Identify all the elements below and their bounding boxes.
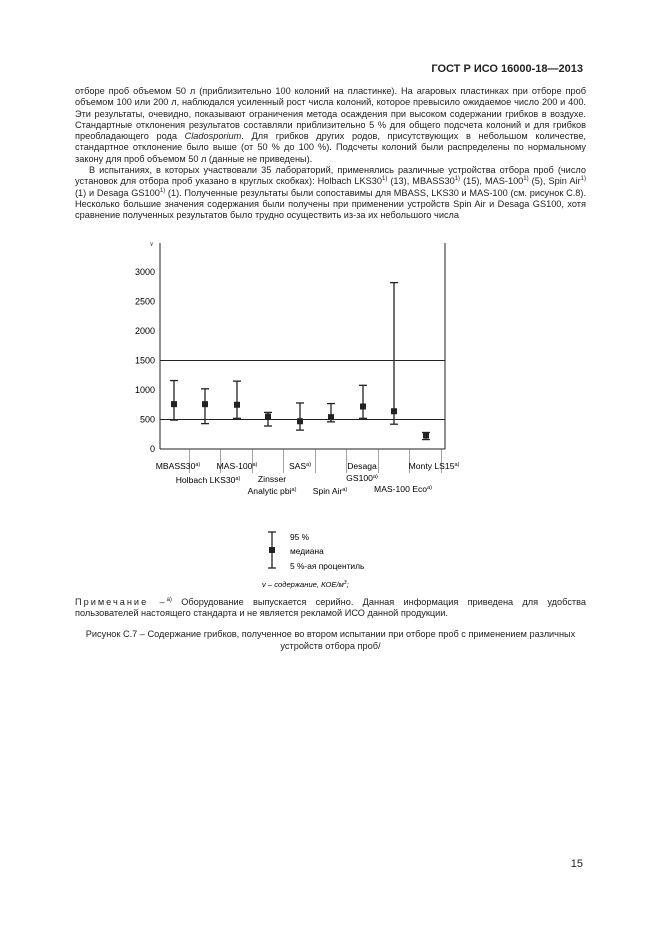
legend-unit-sup: 3 bbox=[343, 580, 347, 586]
category-label: MAS-$100^{а)}$ bbox=[216, 461, 258, 471]
median-marker bbox=[234, 402, 240, 408]
category-label-sup: а) bbox=[195, 462, 201, 468]
category-label: Analytic pbi$^{а)}$ bbox=[247, 486, 297, 496]
median-marker bbox=[360, 404, 366, 410]
median-marker bbox=[265, 414, 271, 420]
figure-caption: Рисунок С.7 – Содержание грибков, полученное во втором испытании при отборе проб с применением различных устройств отбора проб/ bbox=[85, 629, 576, 651]
y-tick-label: 1500 bbox=[134, 355, 155, 366]
y-tick-label: 3000 bbox=[134, 267, 155, 277]
page-number: 15 bbox=[570, 858, 583, 870]
legend-median-label: медиана bbox=[290, 546, 324, 556]
y-tick-label: 2500 bbox=[134, 296, 155, 307]
median-marker bbox=[423, 432, 429, 438]
median-marker bbox=[297, 418, 303, 424]
legend-unit-end: ; bbox=[346, 580, 349, 589]
category-label: Zinsser bbox=[257, 474, 287, 484]
y-tick-label: 500 bbox=[139, 414, 155, 425]
category-label-sup: а) bbox=[252, 462, 258, 468]
category-label-sup: а) bbox=[342, 487, 348, 493]
category-label-sup: а) bbox=[372, 474, 378, 480]
y-tick-label: 0 bbox=[149, 444, 155, 454]
y-tick-label: 2000 bbox=[134, 326, 155, 336]
category-label-sup: а) bbox=[306, 462, 312, 468]
document-header: ГОСТ Р ИСО 16000-18—2013 bbox=[431, 63, 583, 75]
category-label: Monty $LS15^{а)}$ bbox=[408, 461, 460, 471]
legend-p95-label: 95 % bbox=[290, 532, 310, 542]
category-label-sup: а) bbox=[235, 476, 241, 482]
median-marker bbox=[202, 401, 208, 407]
category-label-sup: а) bbox=[291, 487, 297, 493]
genus-name: Cladosporium bbox=[184, 131, 242, 142]
category-label: $SAS^{а)}$ bbox=[288, 461, 312, 471]
median-marker bbox=[391, 408, 397, 414]
category-label: Holbach $LKS30^{а)}$ bbox=[175, 475, 241, 485]
category-label: Spin Air$^{а)}$ bbox=[312, 486, 348, 496]
legend-unit-note: v – содержание, КОЕ/$м^3$; bbox=[262, 580, 349, 589]
median-marker bbox=[328, 414, 334, 420]
paragraph-2: В испытаниях, в которых участвовали 35 лабораторий, применялись различные устройства отбора проб (число установок для отбора проб указано в круглых скобках): Holbach LKS30$^{1)}$ (13), MBASS30$^{1)}$ (15), MAS-100$^{1)}$ (5), Spin Air$^{1)}$ (1) и Desaga GS100$^{1)}$ (1). Полученные результаты были сопоставимы для MBASS, LKS30 и MAS-100 (см. рисунок С.8). Несколько большие значения содержания были получены при применении устройств Spin Air и Desaga GS100, хотя сравнение полученных результатов было трудно осуществить из-за их небольшого числа bbox=[75, 165, 586, 221]
category-label: $MBASS30^{а)}$ bbox=[155, 461, 201, 471]
category-label-sup: а) bbox=[427, 485, 432, 491]
y-tick-label: 1000 bbox=[134, 385, 155, 395]
legend-median-marker bbox=[269, 547, 275, 553]
y-axis-label: v bbox=[150, 240, 154, 248]
category-label: $GS100^{а)}$ bbox=[346, 473, 378, 483]
category-label: MAS-100 Eco$^{а)}$ bbox=[374, 484, 432, 494]
category-label-sup: а) bbox=[454, 462, 460, 468]
category-label: Desaga bbox=[347, 461, 377, 471]
paragraph-1: отборе проб объемом 50 л (приблизительно 100 колоний на пластинке). На агаровых пластинках при отборе проб объемом 100 или 200 л, наблюдался усиленный рост числа колоний, которое превысило ожидаемое число 200 и 400. Эти результаты, очевидно, показывают ограничения метода осаждения при высоком содержании грибков в воздухе. Стандартные отклонения результатов составляли приблизительно 5 % для общего подсчета колоний и для грибков преобладающего рода Cladosporium. Для грибков других родов, присутствующих в небольшом количестве, стандартное отклонение было выше (от 50 % до 100 %). Подсчеты колоний были распределены по нормальному закону для проб объемом 50 л (данные не приведены). bbox=[75, 86, 586, 164]
legend-p5-label: 5 %-ая процентиль bbox=[290, 561, 365, 571]
note: Примечание –$^{а)}$ Оборудование выпускается серийно. Данная информация приведена для удобства пользователей настоящего стандарта и не является рекламой ИСО данной продукции. bbox=[75, 596, 587, 619]
median-marker bbox=[171, 401, 177, 407]
